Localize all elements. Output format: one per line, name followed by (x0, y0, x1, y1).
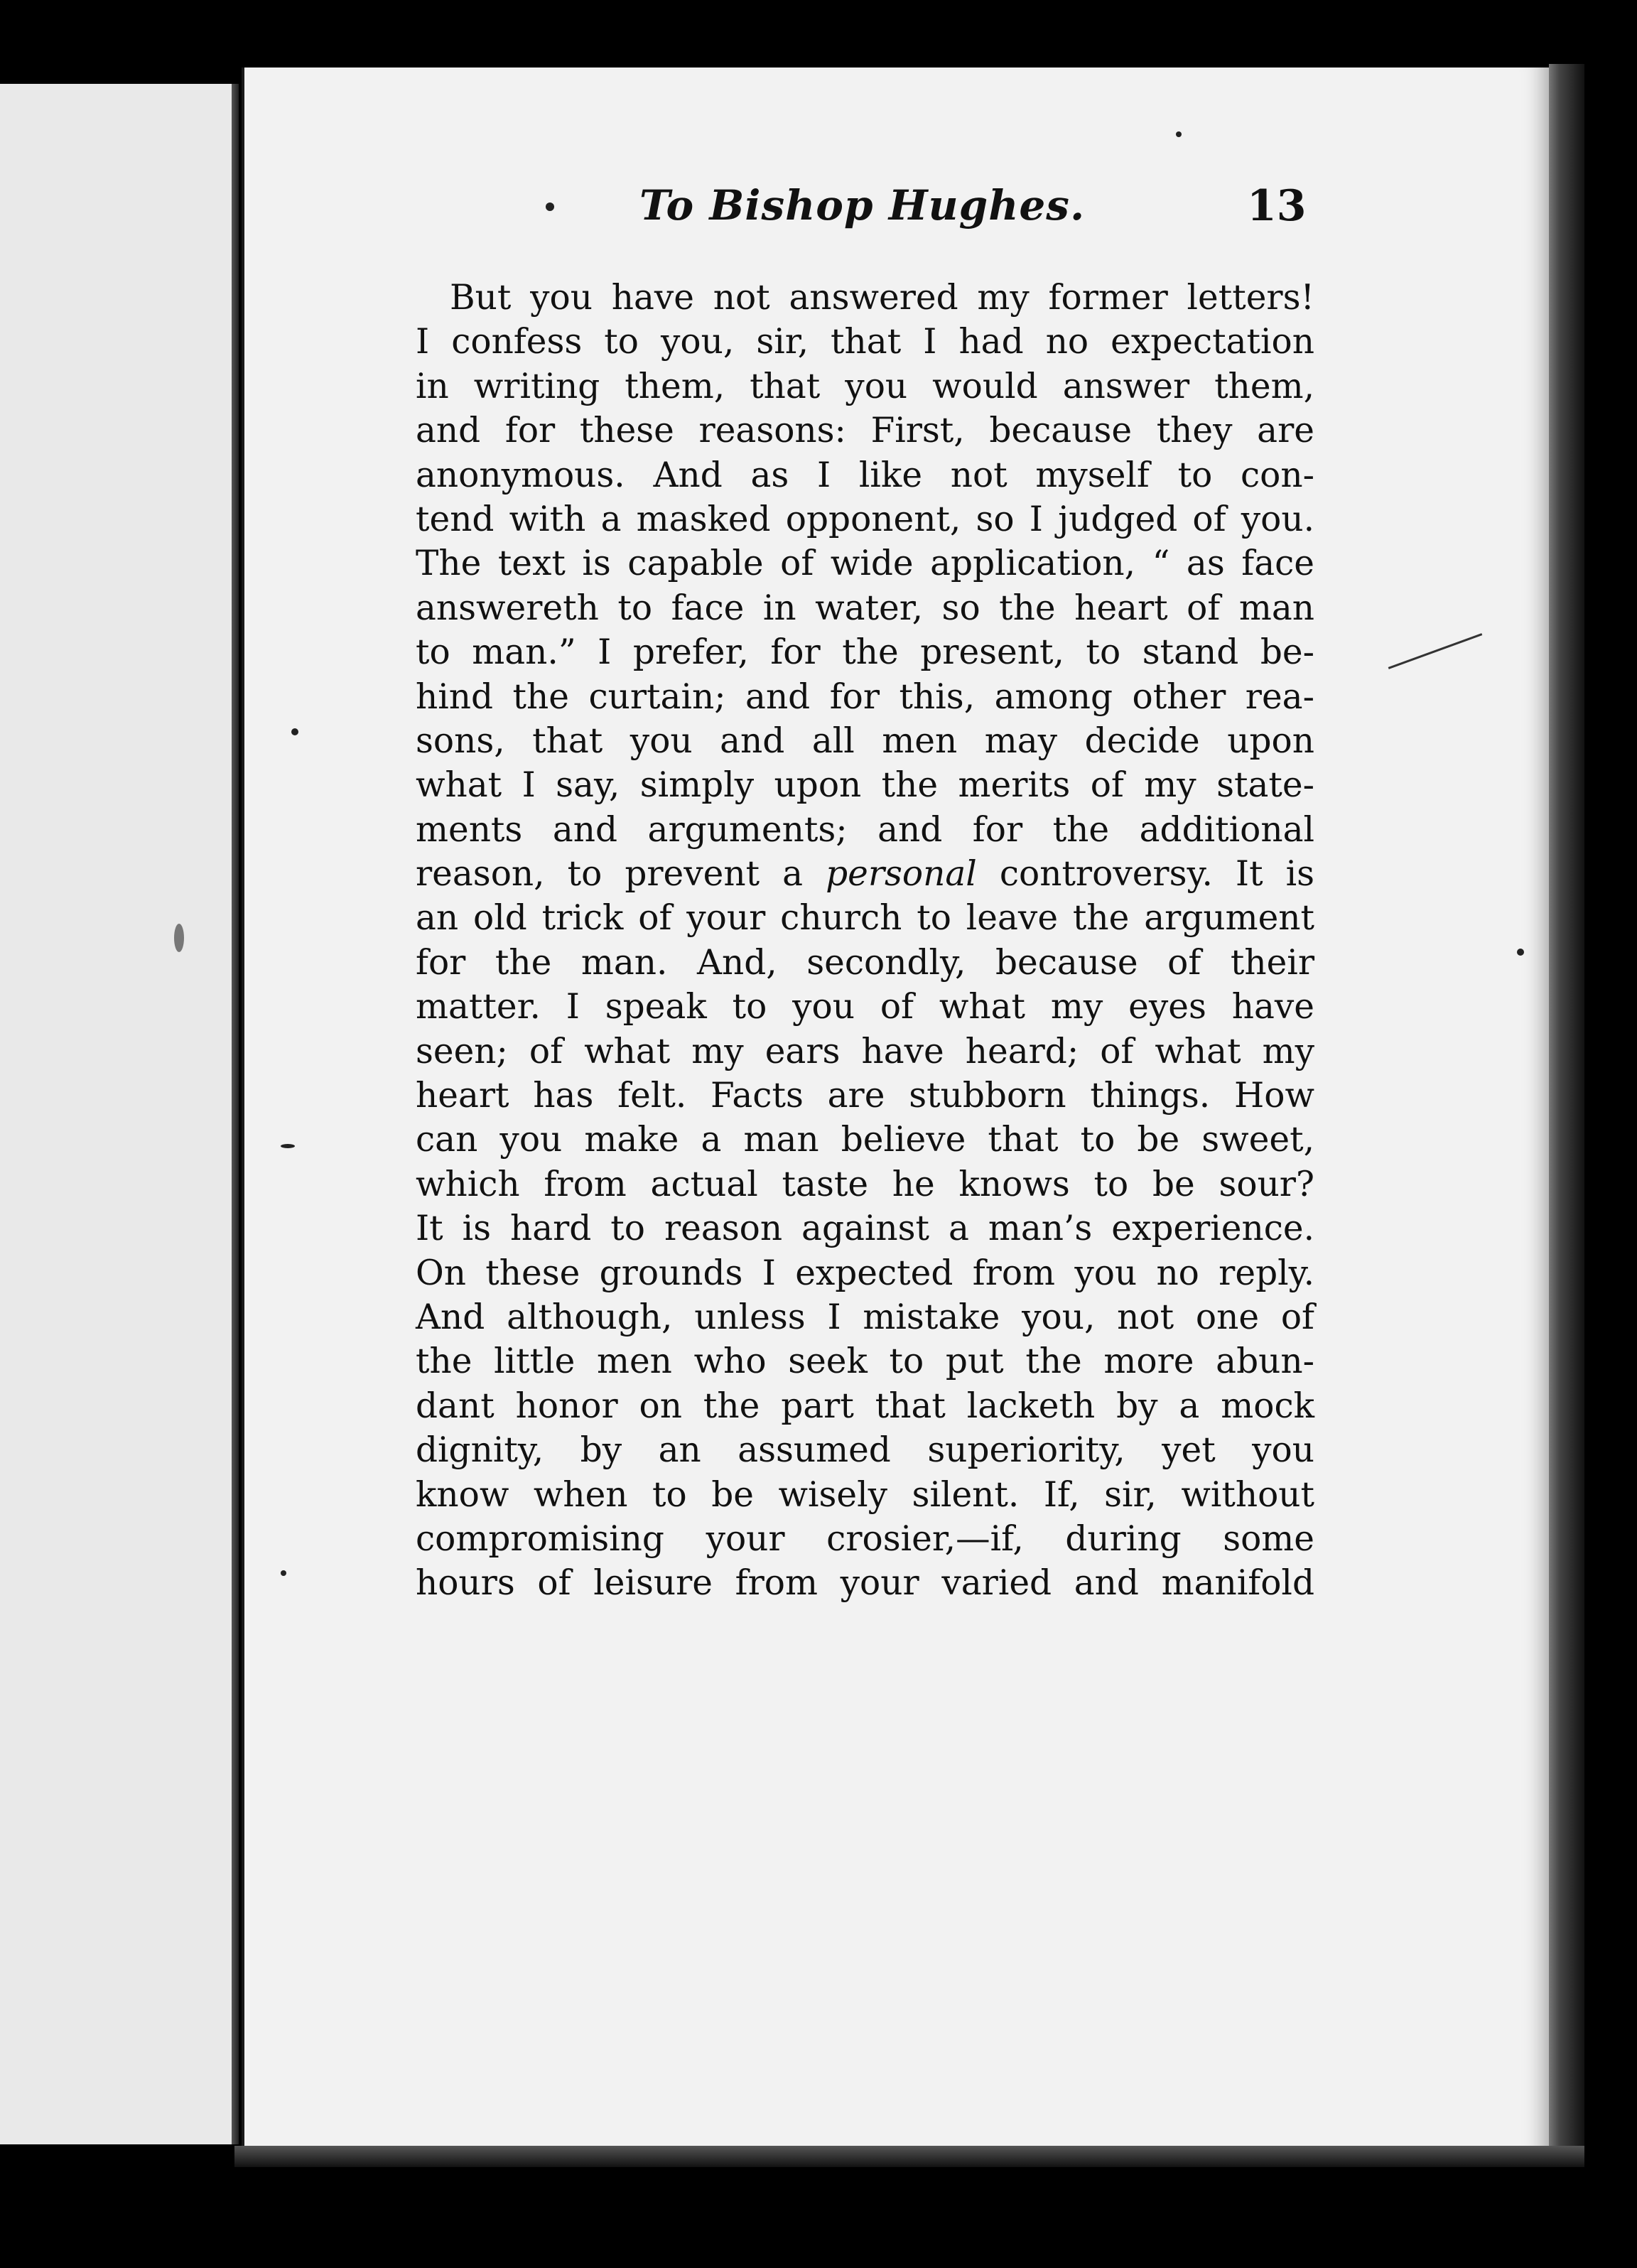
text-line: heart has felt. Facts are stubborn things. How (416, 1076, 1314, 1116)
text-line: which from actual taste he knows to be sour? (416, 1164, 1314, 1204)
text-line: The text is capable of wide application, “ as face (416, 544, 1314, 584)
left-page-fragment (0, 84, 237, 2144)
text-line: to man.” I prefer, for the present, to stand be- (416, 632, 1314, 673)
scan-speck (1176, 131, 1182, 137)
text-line: answereth to face in water, so the heart of man (416, 588, 1314, 628)
text-line: compromising your crosier,—if, during some (416, 1518, 1314, 1559)
text-segment: controversy. It is (976, 854, 1315, 895)
text-line: hours of leisure from your varied and manifold (416, 1563, 1314, 1604)
running-head: To Bishop Hughes. (639, 181, 1086, 230)
text-line: and for these reasons: First, because they are (416, 411, 1314, 451)
text-line: anonymous. And as I like not myself to con- (416, 455, 1314, 495)
text-line: know when to be wisely silent. If, sir, without (416, 1474, 1314, 1515)
text-line: matter. I speak to you of what my eyes have (416, 987, 1314, 1027)
text-line: in writing them, that you would answer them, (416, 366, 1314, 406)
text-line: the little men who seek to put the more abun- (416, 1341, 1314, 1382)
text-line: hind the curtain; and for this, among other rea- (416, 676, 1314, 717)
page-edge-right (1549, 64, 1584, 2167)
text-line: It is hard to reason against a man’s experience. (416, 1209, 1314, 1249)
page-edge-bottom (234, 2146, 1584, 2167)
text-line: And although, unless I mistake you, not one of (416, 1297, 1314, 1337)
page-gutter (232, 84, 239, 2144)
text-line: I confess to you, sir, that I had no expectation (416, 322, 1314, 362)
text-line: ments and arguments; and for the additional (416, 809, 1314, 850)
text-line: what I say, simply upon the merits of my state- (416, 765, 1314, 806)
text-line: seen; of what my ears have heard; of what my (416, 1031, 1314, 1071)
scan-speck (281, 1144, 295, 1148)
page-number: 13 (1247, 181, 1307, 231)
text-segment: reason, to prevent a (416, 854, 826, 895)
text-line: On these grounds I expected from you no reply. (416, 1253, 1314, 1293)
scan-speck (291, 728, 298, 735)
text-line: But you have not answered my former letters! (450, 278, 1314, 318)
body-text (416, 276, 1314, 1606)
scan-speck (174, 924, 184, 952)
text-line: sons, that you and all men may decide upon (416, 720, 1314, 761)
italic-word: personal (826, 854, 977, 895)
text-line: can you make a man believe that to be sweet, (416, 1120, 1314, 1160)
text-line: for the man. And, secondly, because of their (416, 942, 1314, 983)
text-line: dant honor on the part that lacketh by a mock (416, 1386, 1314, 1426)
text-line: tend with a masked opponent, so I judged of you. (416, 499, 1314, 539)
scan-speck (1517, 949, 1524, 956)
scan-speck (281, 1570, 286, 1576)
text-line: an old trick of your church to leave the argument (416, 898, 1314, 939)
text-line (416, 852, 1314, 896)
running-head-ornament (546, 202, 554, 211)
text-line: dignity, by an assumed superiority, yet you (416, 1430, 1314, 1471)
